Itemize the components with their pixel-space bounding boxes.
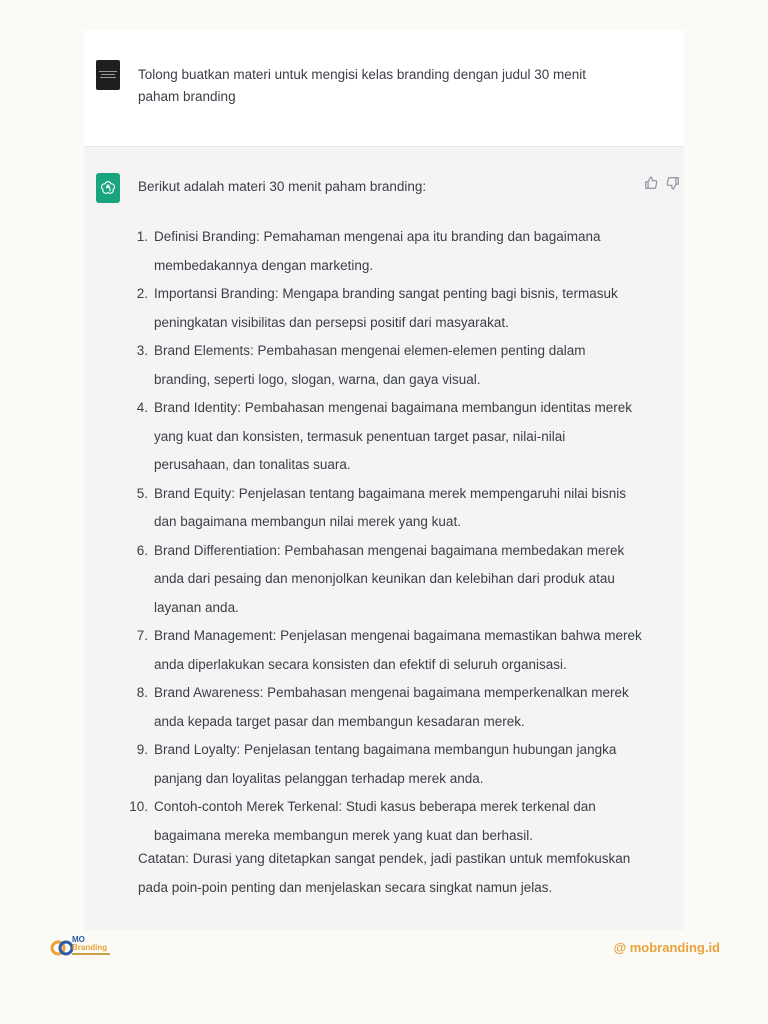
list-item-text: Brand Differentiation: Pembahasan mengenai bagaimana membedakan merek anda dari pesaing dan menonjolkan keunikan dan kelebihan dari produk atau layanan anda. bbox=[154, 542, 625, 615]
list-item-text: Brand Identity: Pembahasan mengenai bagaimana membangun identitas merek yang kuat dan konsisten, termasuk penentuan target pasar, nilai-nilai perusahaan, dan tonalitas suara. bbox=[154, 400, 633, 472]
list-item bbox=[124, 337, 644, 394]
list-item-number: 6. bbox=[136, 542, 148, 558]
footer-site-link[interactable]: @ mobranding.id bbox=[613, 940, 720, 955]
list-item bbox=[124, 622, 644, 679]
list-item-number: 7. bbox=[136, 628, 148, 643]
logo-line2: Branding bbox=[72, 943, 108, 952]
feedback-controls bbox=[644, 176, 684, 192]
list-item bbox=[124, 280, 644, 337]
user-message-turn bbox=[84, 30, 684, 147]
materials-list bbox=[124, 223, 644, 850]
logo-underline bbox=[72, 953, 110, 955]
list-item bbox=[124, 679, 644, 736]
list-item-text: Definisi Branding: Pemahaman mengenai apa itu branding dan bagaimana membedakannya dengan marketing. bbox=[154, 229, 601, 273]
logo-line1: MO bbox=[72, 935, 85, 944]
thumbs-up-icon[interactable] bbox=[644, 176, 658, 190]
list-item-text: Brand Equity: Penjelasan tentang bagaimana merek mempengaruhi nilai bisnis dan bagaimana membangun nilai merek yang kuat. bbox=[154, 485, 627, 529]
list-item-number: 8. bbox=[136, 685, 148, 700]
thumbs-down-icon[interactable] bbox=[666, 176, 680, 190]
list-item-number: 2. bbox=[136, 286, 148, 301]
mobranding-logo-icon bbox=[50, 935, 74, 959]
list-item-number: 10. bbox=[129, 799, 148, 814]
list-item bbox=[124, 394, 644, 480]
chat-thread bbox=[84, 30, 684, 930]
list-item-number: 3. bbox=[136, 343, 148, 358]
assistant-intro-text: Berikut adalah materi 30 menit paham branding: bbox=[138, 179, 427, 194]
list-item bbox=[124, 480, 644, 537]
user-message-text: Tolong buatkan materi untuk mengisi kelas branding dengan judul 30 menit paham branding bbox=[138, 67, 587, 104]
user-avatar bbox=[96, 60, 120, 90]
list-item bbox=[124, 537, 644, 623]
assistant-message-turn bbox=[84, 147, 684, 930]
list-item-number: 1. bbox=[136, 229, 148, 244]
openai-logo-icon bbox=[96, 173, 120, 203]
list-item-number: 5. bbox=[136, 485, 148, 501]
list-item-text: Brand Loyalty: Penjelasan tentang bagaimana membangun hubungan jangka panjang dan loyalitas pelanggan terhadap merek anda. bbox=[154, 742, 617, 786]
logo-wordmark bbox=[72, 936, 107, 952]
assistant-note-text: Catatan: Durasi yang ditetapkan sangat pendek, jadi pastikan untuk memfokuskan pada poin-poin penting dan menjelaskan secara singkat namun jelas. bbox=[138, 851, 631, 895]
mobranding-logo bbox=[50, 935, 130, 961]
list-item-number: 9. bbox=[136, 742, 148, 757]
list-item-text: Brand Elements: Pembahasan mengenai elemen-elemen penting dalam branding, seperti logo, slogan, warna, dan gaya visual. bbox=[154, 343, 586, 387]
list-item-text: Brand Awareness: Pembahasan mengenai bagaimana memperkenalkan merek anda kepada target pasar dan membangun kesadaran merek. bbox=[154, 685, 629, 729]
list-item bbox=[124, 223, 644, 280]
list-item-text: Contoh-contoh Merek Terkenal: Studi kasus beberapa merek terkenal dan bagaimana mereka membangun merek yang kuat dan berhasil. bbox=[154, 799, 596, 843]
list-item-text: Importansi Branding: Mengapa branding sangat penting bagi bisnis, termasuk peningkatan visibilitas dan persepsi positif dari masyarakat. bbox=[154, 286, 618, 330]
list-item-number: 4. bbox=[136, 400, 148, 415]
list-item bbox=[124, 736, 644, 793]
list-item bbox=[124, 793, 644, 850]
list-item-text: Brand Management: Penjelasan mengenai bagaimana memastikan bahwa merek anda diperlakukan secara konsisten dan efektif di seluruh organisasi. bbox=[154, 628, 642, 672]
